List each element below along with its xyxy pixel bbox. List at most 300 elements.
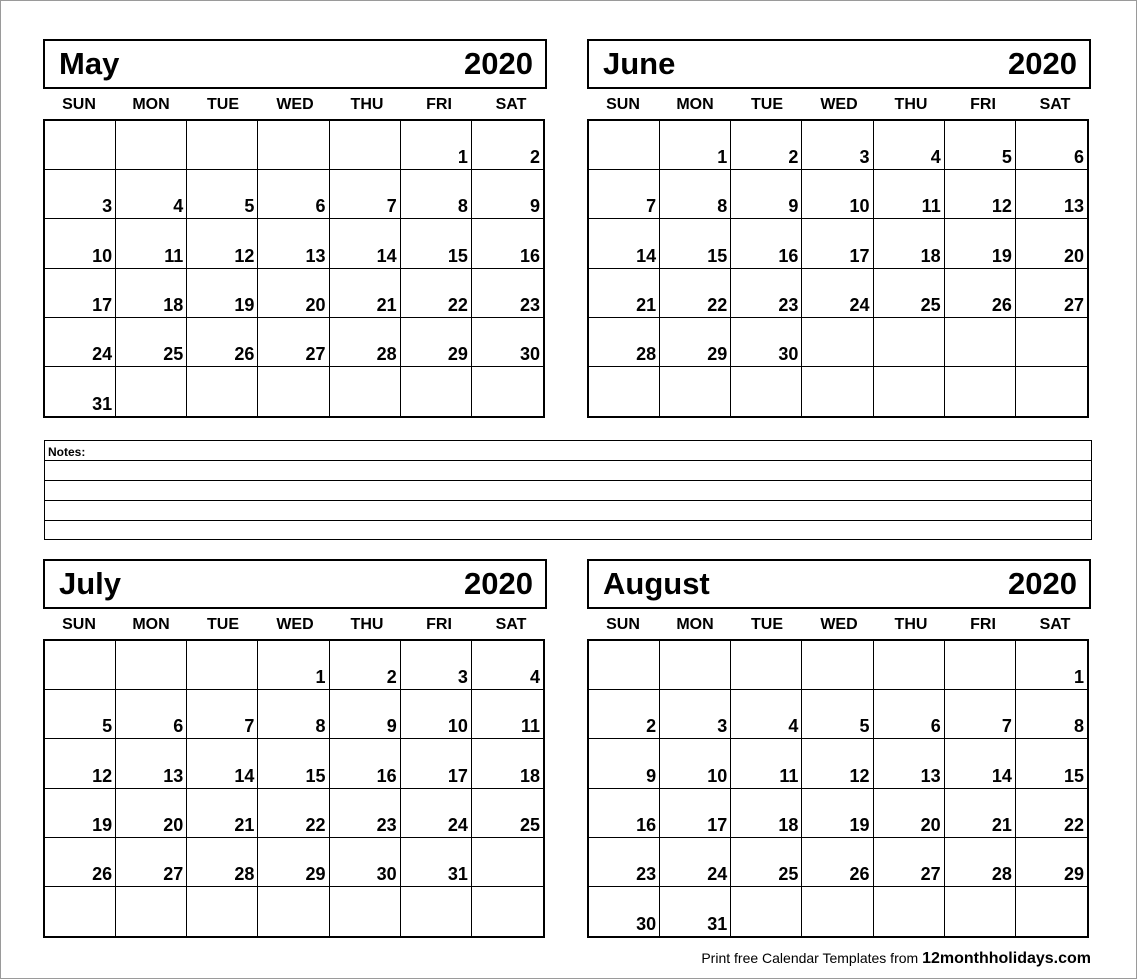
day-cell[interactable] [401,641,472,690]
day-cell[interactable] [472,269,543,318]
day-cell[interactable] [258,641,329,690]
day-number: 18 [519,765,540,786]
day-number: 15 [305,765,326,786]
weekday-label: TUE [751,616,783,633]
day-cell[interactable] [258,690,329,739]
day-cell[interactable] [116,170,187,219]
day-number: 24 [92,343,113,364]
day-cell[interactable] [401,121,472,170]
day-cell[interactable] [116,739,187,788]
day-cell[interactable] [589,739,660,788]
day-cell[interactable] [1016,887,1087,936]
day-cell[interactable] [945,739,1016,788]
day-cell[interactable] [802,219,873,268]
day-cell[interactable] [660,318,731,367]
day-cell[interactable] [187,269,258,318]
day-number: 12 [849,765,870,786]
day-number: 5 [1001,147,1012,168]
day-cell[interactable] [1016,641,1087,690]
day-cell[interactable] [187,318,258,367]
day-cell[interactable] [45,739,116,788]
day-number: 15 [447,245,468,266]
day-cell[interactable] [874,170,945,219]
day-cell[interactable] [589,367,660,416]
weekday-label: WED [276,96,314,113]
day-cell[interactable] [472,690,543,739]
day-cell[interactable] [945,219,1016,268]
day-cell[interactable] [731,838,802,887]
day-cell[interactable] [258,318,329,367]
month-header [43,39,547,89]
weekday-label: TUE [751,96,783,113]
day-cell[interactable] [401,739,472,788]
day-cell[interactable] [945,121,1016,170]
day-cell[interactable] [187,121,258,170]
day-cell[interactable] [589,789,660,838]
day-number: 19 [234,294,255,315]
day-cell[interactable] [589,318,660,367]
day-cell[interactable] [45,690,116,739]
day-cell[interactable] [731,170,802,219]
day-cell[interactable] [116,219,187,268]
day-number: 2 [386,667,397,688]
month-header [587,559,1091,609]
month-header [587,39,1091,89]
day-cell[interactable] [187,838,258,887]
day-number: 4 [529,667,540,688]
weekday-label: MON [676,96,714,113]
month-name: August [603,566,710,601]
day-cell[interactable] [187,789,258,838]
day-cell[interactable] [45,121,116,170]
day-cell[interactable] [258,219,329,268]
day-number: 16 [519,245,540,266]
day-cell[interactable] [802,367,873,416]
day-cell[interactable] [116,269,187,318]
day-cell[interactable] [330,641,401,690]
day-cell[interactable] [45,641,116,690]
day-cell[interactable] [589,219,660,268]
day-cell[interactable] [731,789,802,838]
day-cell[interactable] [731,121,802,170]
day-cell[interactable] [802,170,873,219]
day-number: 3 [457,667,468,688]
day-number: 13 [1063,196,1084,217]
day-number: 20 [163,814,184,835]
weekday-label: SAT [1039,616,1071,633]
day-number: 25 [778,863,799,884]
day-number: 22 [447,294,468,315]
day-number: 17 [849,245,870,266]
day-cell[interactable] [330,219,401,268]
day-cell[interactable] [660,170,731,219]
day-cell[interactable] [258,367,329,416]
day-cell[interactable] [401,170,472,219]
day-cell[interactable] [258,887,329,936]
day-cell[interactable] [874,121,945,170]
day-cell[interactable] [45,318,116,367]
day-cell[interactable] [945,838,1016,887]
day-number: 24 [447,814,468,835]
day-cell[interactable] [401,318,472,367]
day-cell[interactable] [330,690,401,739]
day-number: 21 [636,294,657,315]
day-number: 16 [636,814,657,835]
day-number: 29 [707,343,728,364]
day-cell[interactable] [258,170,329,219]
day-number: 17 [92,294,113,315]
day-cell[interactable] [116,789,187,838]
weekday-label: SUN [62,616,96,633]
day-cell[interactable] [731,269,802,318]
day-cell[interactable] [187,641,258,690]
day-number: 18 [920,245,941,266]
day-number: 10 [707,765,728,786]
day-number: 14 [636,245,657,266]
day-cell[interactable] [874,690,945,739]
day-cell[interactable] [330,121,401,170]
day-cell[interactable] [802,887,873,936]
day-cell[interactable] [660,121,731,170]
day-number: 24 [849,294,870,315]
day-cell[interactable] [731,690,802,739]
day-number: 24 [707,863,728,884]
month-name: May [59,46,120,81]
day-number: 5 [244,196,255,217]
day-number: 4 [173,196,184,217]
day-cell[interactable] [472,219,543,268]
day-cell[interactable] [472,318,543,367]
day-cell[interactable] [660,641,731,690]
day-number: 28 [991,863,1012,884]
day-number: 2 [788,147,799,168]
day-cell[interactable] [1016,739,1087,788]
day-cell[interactable] [1016,219,1087,268]
day-number: 4 [930,147,941,168]
day-number: 12 [991,196,1012,217]
weekday-label: SUN [606,96,640,113]
day-cell[interactable] [589,838,660,887]
day-cell[interactable] [802,121,873,170]
day-number: 5 [859,716,870,737]
day-cell[interactable] [589,269,660,318]
day-number: 21 [376,294,397,315]
day-number: 12 [92,765,113,786]
notes-line [45,480,1091,481]
day-number: 7 [1001,716,1012,737]
weekday-label: MON [132,616,170,633]
day-cell[interactable] [472,739,543,788]
weekday-header-row [587,611,1091,639]
day-cell[interactable] [731,367,802,416]
day-number: 20 [305,294,326,315]
day-cell[interactable] [401,690,472,739]
day-cell[interactable] [258,121,329,170]
weekday-label: MON [132,96,170,113]
day-number: 19 [92,814,113,835]
day-cell[interactable] [45,789,116,838]
day-cell[interactable] [802,318,873,367]
day-number: 25 [163,343,184,364]
day-number: 13 [305,245,326,266]
day-cell[interactable] [401,887,472,936]
day-cell[interactable] [472,838,543,887]
day-number: 8 [1073,716,1084,737]
day-number: 30 [376,863,397,884]
day-number: 11 [520,716,540,737]
day-number: 26 [849,863,870,884]
day-cell[interactable] [802,641,873,690]
day-number: 31 [707,914,728,934]
weekday-header-row [43,91,547,119]
day-cell[interactable] [945,690,1016,739]
day-cell[interactable] [945,170,1016,219]
day-cell[interactable] [45,367,116,416]
day-cell[interactable] [330,318,401,367]
day-cell[interactable] [116,641,187,690]
day-number: 14 [234,765,255,786]
day-cell[interactable] [731,739,802,788]
day-cell[interactable] [731,219,802,268]
day-cell[interactable] [187,739,258,788]
day-cell[interactable] [330,739,401,788]
weekday-label: SAT [495,96,527,113]
day-cell[interactable] [945,641,1016,690]
day-cell[interactable] [945,789,1016,838]
day-number: 30 [636,914,657,934]
day-cell[interactable] [116,887,187,936]
day-cell[interactable] [874,887,945,936]
day-number: 3 [717,716,728,737]
day-cell[interactable] [1016,838,1087,887]
day-cell[interactable] [874,641,945,690]
day-number: 14 [991,765,1012,786]
day-number: 15 [1063,765,1084,786]
weekday-header-row [43,611,547,639]
day-cell[interactable] [472,887,543,936]
day-grid [43,119,545,418]
day-cell[interactable] [731,318,802,367]
day-cell[interactable] [802,789,873,838]
day-cell[interactable] [945,887,1016,936]
day-cell[interactable] [258,838,329,887]
day-number: 3 [859,147,870,168]
day-cell[interactable] [945,367,1016,416]
day-cell[interactable] [330,838,401,887]
day-cell[interactable] [116,690,187,739]
day-cell[interactable] [660,690,731,739]
day-cell[interactable] [660,219,731,268]
day-cell[interactable] [258,789,329,838]
day-cell[interactable] [660,887,731,936]
notes-box[interactable] [44,440,1092,540]
day-number: 27 [1063,294,1084,315]
day-cell[interactable] [401,789,472,838]
day-cell[interactable] [589,121,660,170]
day-cell[interactable] [731,641,802,690]
day-number: 2 [529,147,540,168]
day-cell[interactable] [472,789,543,838]
day-cell[interactable] [1016,690,1087,739]
day-number: 13 [920,765,941,786]
day-cell[interactable] [45,838,116,887]
day-cell[interactable] [116,121,187,170]
day-cell[interactable] [660,789,731,838]
day-cell[interactable] [330,170,401,219]
day-number: 17 [447,765,468,786]
day-cell[interactable] [187,887,258,936]
day-number: 1 [717,147,728,168]
day-number: 11 [164,245,184,266]
day-number: 25 [519,814,540,835]
day-number: 22 [1063,814,1084,835]
day-cell[interactable] [401,219,472,268]
day-cell[interactable] [802,690,873,739]
month-year: 2020 [1008,46,1077,81]
day-cell[interactable] [874,789,945,838]
day-cell[interactable] [802,739,873,788]
day-cell[interactable] [660,739,731,788]
day-cell[interactable] [330,789,401,838]
weekday-label: WED [820,96,858,113]
day-cell[interactable] [1016,367,1087,416]
month-name: June [603,46,676,81]
day-number: 23 [778,294,799,315]
day-number: 11 [779,765,799,786]
day-number: 27 [920,863,941,884]
day-cell[interactable] [45,170,116,219]
day-number: 7 [386,196,397,217]
month-name: July [59,566,122,601]
day-number: 10 [92,245,113,266]
day-number: 26 [234,343,255,364]
day-cell[interactable] [472,121,543,170]
day-number: 15 [707,245,728,266]
day-number: 4 [788,716,799,737]
day-cell[interactable] [472,367,543,416]
day-cell[interactable] [874,838,945,887]
weekday-label: WED [820,616,858,633]
day-number: 1 [457,147,468,168]
weekday-label: MON [676,616,714,633]
weekday-label: THU [894,616,928,633]
day-number: 27 [305,343,326,364]
day-cell[interactable] [802,269,873,318]
day-cell[interactable] [401,838,472,887]
day-cell[interactable] [1016,121,1087,170]
day-number: 16 [778,245,799,266]
day-cell[interactable] [660,269,731,318]
day-number: 26 [991,294,1012,315]
weekday-label: TUE [207,96,239,113]
day-cell[interactable] [187,170,258,219]
day-number: 10 [849,196,870,217]
month-year: 2020 [1008,566,1077,601]
day-number: 27 [163,863,184,884]
day-cell[interactable] [258,269,329,318]
day-cell[interactable] [945,318,1016,367]
day-cell[interactable] [731,887,802,936]
weekday-header-row [587,91,1091,119]
weekday-label: FRI [970,616,996,633]
day-number: 20 [1063,245,1084,266]
day-cell[interactable] [187,219,258,268]
day-cell[interactable] [1016,789,1087,838]
day-cell[interactable] [945,269,1016,318]
day-cell[interactable] [1016,170,1087,219]
day-cell[interactable] [1016,318,1087,367]
day-cell[interactable] [874,219,945,268]
day-number: 18 [778,814,799,835]
day-cell[interactable] [116,838,187,887]
day-cell[interactable] [874,367,945,416]
day-number: 6 [930,716,941,737]
day-grid [43,639,545,938]
weekday-label: FRI [970,96,996,113]
day-cell[interactable] [330,269,401,318]
day-cell[interactable] [45,269,116,318]
day-cell[interactable] [116,367,187,416]
day-number: 30 [778,343,799,364]
day-cell[interactable] [472,170,543,219]
day-cell[interactable] [874,318,945,367]
day-number: 9 [788,196,799,217]
day-cell[interactable] [330,887,401,936]
day-number: 10 [447,716,468,737]
day-cell[interactable] [1016,269,1087,318]
day-number: 26 [92,863,113,884]
day-cell[interactable] [660,367,731,416]
weekday-label: THU [894,96,928,113]
day-number: 17 [707,814,728,835]
day-grid [587,119,1089,418]
day-number: 28 [234,863,255,884]
month-year: 2020 [464,46,533,81]
day-number: 14 [376,245,397,266]
day-cell[interactable] [589,690,660,739]
day-cell[interactable] [401,367,472,416]
day-cell[interactable] [589,641,660,690]
day-cell[interactable] [45,887,116,936]
day-number: 13 [163,765,184,786]
day-cell[interactable] [472,641,543,690]
day-cell[interactable] [45,219,116,268]
day-cell[interactable] [802,838,873,887]
day-number: 29 [447,343,468,364]
day-number: 3 [102,196,113,217]
day-cell[interactable] [589,887,660,936]
day-number: 20 [920,814,941,835]
day-cell[interactable] [116,318,187,367]
day-cell[interactable] [187,367,258,416]
day-cell[interactable] [874,739,945,788]
footer-brand-link[interactable]: 12monthholidays.com [922,950,1091,967]
day-number: 7 [646,196,657,217]
weekday-label: SAT [495,616,527,633]
day-number: 2 [646,716,657,737]
day-cell[interactable] [258,739,329,788]
day-cell[interactable] [874,269,945,318]
weekday-label: SUN [62,96,96,113]
day-number: 8 [315,716,326,737]
day-cell[interactable] [589,170,660,219]
day-cell[interactable] [660,838,731,887]
day-cell[interactable] [187,690,258,739]
day-number: 31 [447,863,468,884]
day-cell[interactable] [330,367,401,416]
day-cell[interactable] [401,269,472,318]
month-year: 2020 [464,566,533,601]
